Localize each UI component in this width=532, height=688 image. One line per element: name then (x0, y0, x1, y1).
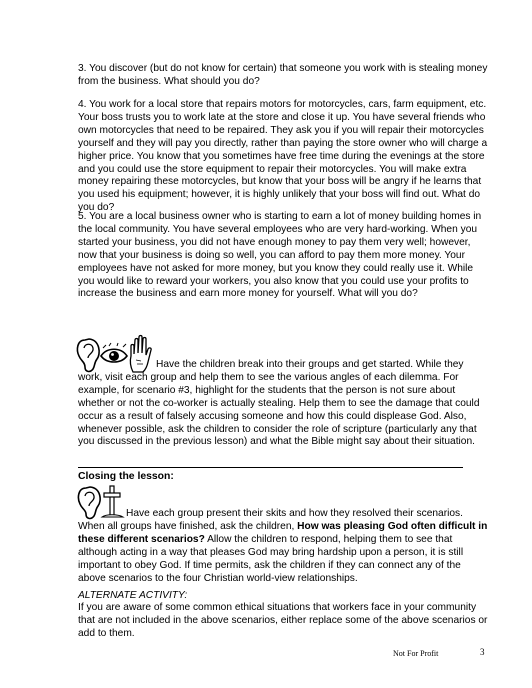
closing-text (78, 508, 488, 585)
scenario-3: 3. You discover (but do not know for certain) that someone you work with is stealing money from the business. What should you do? (78, 63, 488, 87)
alternate-heading: ALTERNATE ACTIVITY: (78, 590, 188, 601)
page-number: 3 (480, 647, 485, 657)
closing-question: How was pleasing God often difficult in these different scenarios? (78, 520, 488, 545)
groups-instruction: Have the children break into their groups and get started. While they work, visit each group and help them to see the various angles of each dilemma. For example, for scenario #3, highlight for the students that the person is not sure about whether or not the co-worker is actually stealing. Help them to see the damage that could occur as a result of falsely accusing someone and how this could displease God. Also, whenever possible, ask the children to consider the role of scripture (particularly any that you discussed in the previous lesson) and what the Bible might say about their situation. (78, 359, 480, 448)
alternate-text: If you are aware of some common ethical situations that workers face in your community that are not included in the above scenarios, either replace some of the above scenarios or add to them. (78, 602, 488, 639)
section-divider (78, 467, 463, 468)
footer-label: Not For Profit (393, 649, 439, 658)
closing-text-before: Have each group present their skits and how they resolved their scenarios. When all groups have finished, ask the children, (78, 508, 463, 532)
closing-heading: Closing the lesson: (78, 471, 174, 482)
scenario-4: 4. You work for a local store that repairs motors for motorcycles, cars, farm equipment, etc. Your boss trusts you to work late at the store and close it up. You have several friends who own motorcycles that need to be repaired. They ask you if you will repair their motorcycles yourself and they will pay you directly, rather than paying the store owner who will charge a higher price. You know that you sometimes have free time during the evenings at the store and you could use the store equipment to repair their motorcycles. You will make extra money repairing these motorcycles, but know that your boss will be angry if he learns that you used his equipment; however, it is highly unlikely that your boss will find out. What do you do? (78, 99, 488, 214)
closing-text-after: Allow the children to respond, helping them to see that although acting in a way that pleases God may bring hardship upon a person, it is still important to obey God. If time permits, ask the children if they can connect any of the above scenarios to the four Christian world-view relationships. (78, 533, 464, 584)
scenario-5: 5. You are a local business owner who is starting to earn a lot of money building homes in the local community. You have several employees who are very hard-working. When you started your business, you did not have enough money to pay them very well; however, now that your business is doing so well, you can afford to pay them more money. Your employees have not asked for more money, but you know they could really use it. While you would like to reward your workers, you also know that you could use your profits to increase the business and earn more money for yourself. What will you do? (78, 211, 482, 300)
